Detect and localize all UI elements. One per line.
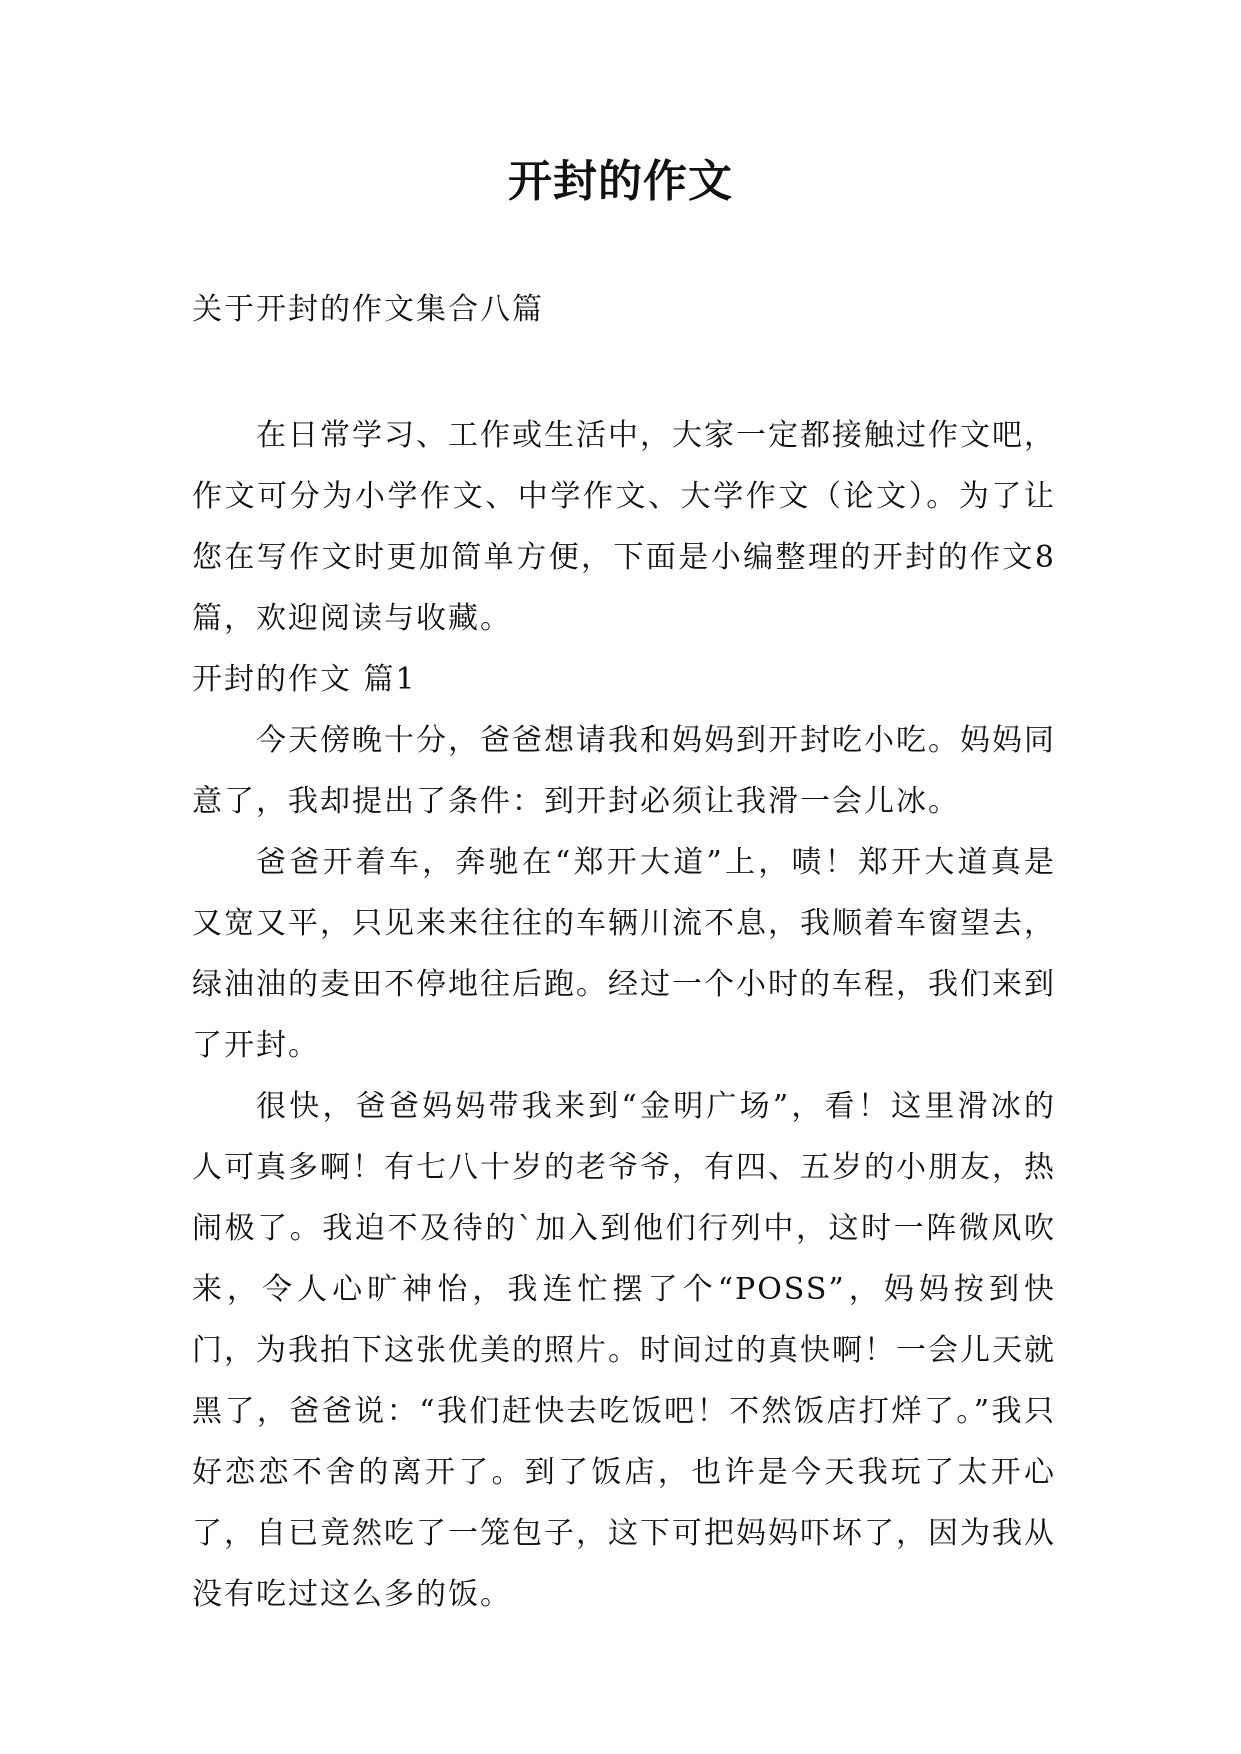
body-paragraph-3: 很快，爸爸妈妈带我来到“金明广场”，看！这里滑冰的人可真多啊！有七八十岁的老爷爷，有四、五岁的小朋友，热闹极了。我迫不及待的`加入到他们行列中，这时一阵微风吹来，令人心旷神怡，我连忙摆了个“POSS”，妈妈按到快门，为我拍下这张优美的照片。时间过的真快啊！一会儿天就黑了，爸爸说：“我们赶快去吃饭吧！不然饭店打烊了。”我只好恋恋不舍的离开了。到了饭店，也许是今天我玩了太开心了，自已竟然吃了一笼包子，这下可把妈妈吓坏了，因为我从没有吃过这么多的饭。	[192, 1089, 1056, 1612]
body-paragraph-1: 今天傍晚十分，爸爸想请我和妈妈到开封吃小吃。妈妈同意了，我却提出了条件：到开封必须让我滑一会儿冰。	[192, 723, 1056, 819]
document-subtitle: 关于开封的作文集合八篇	[192, 292, 544, 327]
page-title: 开封的作文	[508, 156, 733, 207]
body-paragraph-2: 爸爸开着车，奔驰在“郑开大道”上，啧！郑开大道真是又宽又平，只见来来往往的车辆川流不息，我顺着车窗望去，绿油油的麦田不停地往后跑。经过一个小时的车程，我们来到了开封。	[192, 845, 1056, 1063]
document-body	[192, 405, 1056, 1625]
intro-paragraph: 在日常学习、工作或生活中，大家一定都接触过作文吧，作文可分为小学作文、中学作文、大学作文（论文）。为了让您在写作文时更加简单方便，下面是小编整理的开封的作文8篇，欢迎阅读与收藏。	[192, 418, 1056, 636]
section-heading: 开封的作文 篇1	[192, 662, 417, 697]
